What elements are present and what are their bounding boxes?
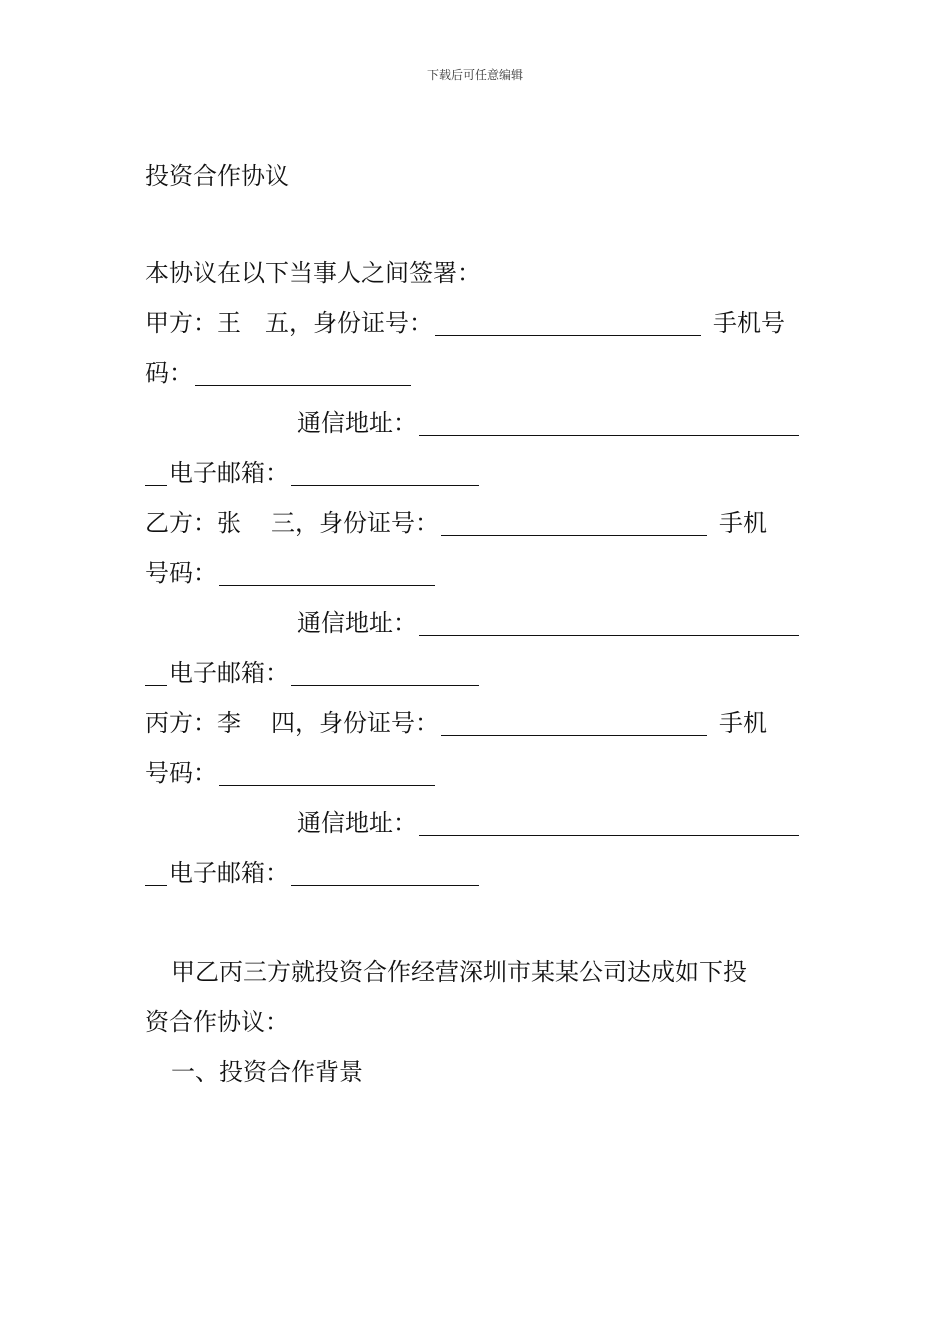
- party-b-phone-label-cont: 号码：: [145, 559, 217, 587]
- party-a-email-label: 电子邮箱：: [169, 459, 289, 487]
- party-b-address-blank-cont[interactable]: [145, 659, 167, 686]
- party-c-address-blank[interactable]: [419, 809, 799, 836]
- party-b-phone-blank[interactable]: [219, 559, 435, 586]
- party-a-id-blank[interactable]: [435, 309, 701, 336]
- party-a-address-blank-cont[interactable]: [145, 459, 167, 486]
- party-b-label: 乙方：张: [145, 509, 241, 537]
- statement-line-2: [145, 1005, 289, 1039]
- statement-text-1: 甲乙丙三方就投资合作经营深圳市某某公司达成如下投: [171, 958, 747, 986]
- party-b-address-line: [297, 606, 801, 640]
- party-a-address-line: [297, 406, 801, 440]
- document-title: 投资合作协议: [145, 162, 289, 190]
- party-c-id-line: [145, 706, 767, 740]
- party-c-name-tail: 四，身份证号：: [271, 709, 439, 737]
- party-b-email-line: [145, 656, 481, 690]
- party-c-id-blank[interactable]: [441, 709, 707, 736]
- party-c-phone-label-cont: 号码：: [145, 759, 217, 787]
- party-b-id-line: [145, 506, 767, 540]
- party-a-address-blank[interactable]: [419, 409, 799, 436]
- party-a-id-line: [145, 306, 785, 340]
- party-a-name-tail: 五，身份证号：: [265, 309, 433, 337]
- statement-text-2: 资合作协议：: [145, 1008, 289, 1036]
- section-1-heading: [171, 1055, 363, 1089]
- section-1-heading-text: 一、投资合作背景: [171, 1058, 363, 1086]
- party-b-name-tail: 三，身份证号：: [271, 509, 439, 537]
- party-b-address-blank[interactable]: [419, 609, 799, 636]
- party-b-id-blank[interactable]: [441, 509, 707, 536]
- party-b-phone-line: [145, 556, 437, 590]
- party-a-address-label: 通信地址：: [297, 409, 417, 437]
- party-a-email-line: [145, 456, 481, 490]
- party-b-email-blank[interactable]: [291, 659, 479, 686]
- intro-text: 本协议在以下当事人之间签署：: [145, 259, 481, 287]
- party-a-label: 甲方：王: [145, 309, 241, 337]
- party-c-label: 丙方：李: [145, 709, 241, 737]
- party-a-email-blank[interactable]: [291, 459, 479, 486]
- party-b-address-label: 通信地址：: [297, 609, 417, 637]
- party-a-phone-label: 手机号: [713, 309, 785, 337]
- party-c-address-label: 通信地址：: [297, 809, 417, 837]
- party-c-address-line: [297, 806, 801, 840]
- party-a-phone-blank[interactable]: [195, 359, 411, 386]
- party-c-address-blank-cont[interactable]: [145, 859, 167, 886]
- party-c-phone-label: 手机: [719, 709, 767, 737]
- party-a-phone-line: [145, 356, 413, 390]
- party-c-email-blank[interactable]: [291, 859, 479, 886]
- party-b-phone-label: 手机: [719, 509, 767, 537]
- party-b-email-label: 电子邮箱：: [169, 659, 289, 687]
- party-c-email-line: [145, 856, 481, 890]
- party-c-email-label: 电子邮箱：: [169, 859, 289, 887]
- intro-line: [145, 256, 481, 290]
- statement-line-1: [171, 955, 747, 989]
- party-c-phone-blank[interactable]: [219, 759, 435, 786]
- page-header-note: 下载后可任意编辑: [426, 68, 523, 82]
- party-c-phone-line: [145, 756, 437, 790]
- party-a-phone-label-cont: 码：: [145, 359, 193, 387]
